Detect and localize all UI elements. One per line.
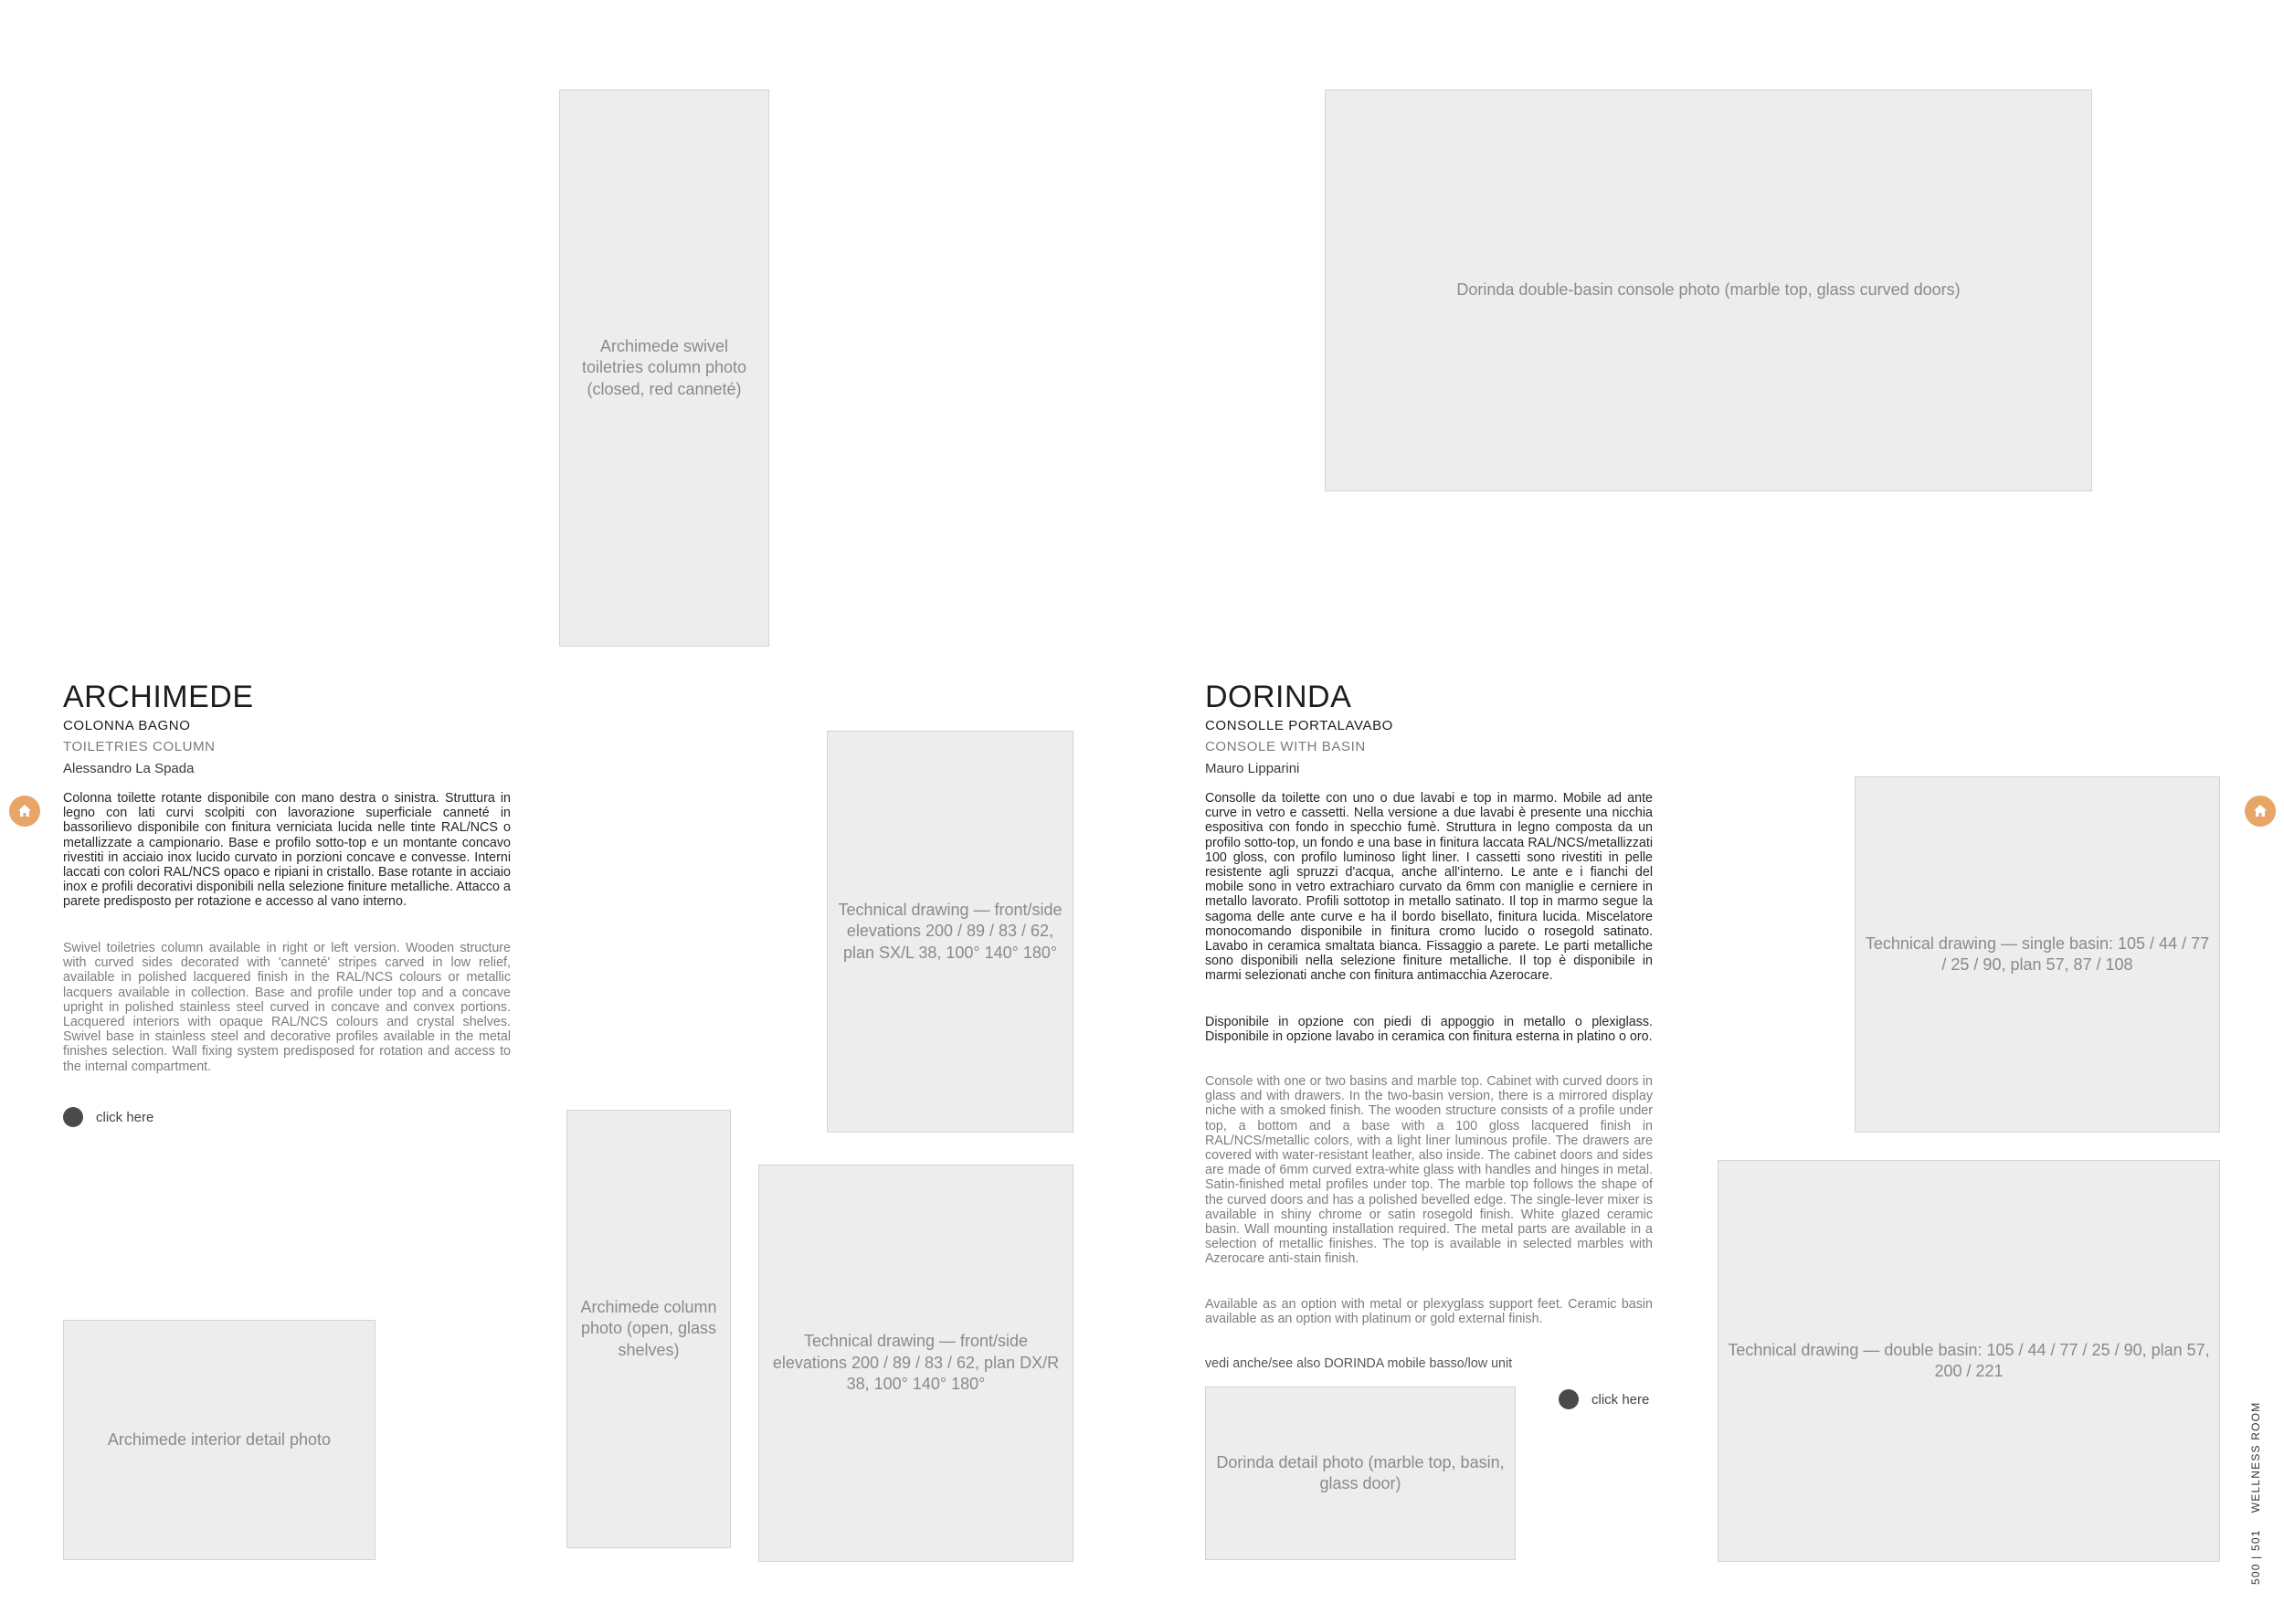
archimede-column-open-photo: Archimede column photo (open, glass shelves) [566,1110,731,1548]
description-english: Console with one or two basins and marble top. Cabinet with curved doors in glass and with drawers. In the two-basin version, there is a mirrored display niche with a smoked finish. The wooden structure consists of a profile under top, a bottom and a base with a 100 gloss lacquered finish in RAL/NCS/metallic colors, with a light liner luminous profile. The drawers are covered with water-resistant leather, also inside. The cabinet doors and sides are made of 6mm curved extra-white glass with handles and hinges in metal. Satin-finished metal profiles under top. The marble top follows the shape of the curved doors and has a polished bevelled edge. The single-lever mixer is available in shiny chrome or satin rosegold finish. White glazed ceramic basin. Wall mounting installation required. The metal parts are available in a selection of metallic finishes. The top is available in selected marbles with Azerocare anti-stain finish. [1205,1074,1653,1267]
archimede-technical-drawing-top: Technical drawing — front/side elevations 200 / 89 / 83 / 62, plan SX/L 38, 100° 140° 180° [827,731,1073,1133]
description-italian: Consolle da toilette con uno o due lavabi e top in marmo. Mobile ad ante curve in vetro e cassetti. Nella versione a due lavabi è presente una nicchia espositiva con fondo in specchio fumè. Struttura in legno composta da un profilo sotto-top, un fondo e una base in finitura laccata RAL/NCS/metallizzati 100 gloss, con profilo luminoso light liner. I cassetti sono rivestiti in pelle resistente agli spruzzi d'acqua, anche all'interno. Le ante e i fianchi del mobile sono in vetro extrachiaro curvato da 6mm con maniglie e cerniere in metallo lavorato. Profili sottotop in metallo satinato. Il top in marmo segue la sagoma delle ante curve e ha il bordo bisellato, finitura lucida. Miscelatore monocomando disponibile in finitura cromo lucido o rosegold satinato. Lavabo in ceramica smaltata bianca. Fissaggio a parete. Le parti metalliche sono disponibili nella selezione finiture metalliche. Il top è disponibile in marmi selezionati anche con finitura antimacchia Azerocare. [1205,791,1653,984]
description-english: Swivel toiletries column available in right or left version. Wooden structure with curved sides decorated with 'canneté' stripes carved in low relief, available in polished lacquered finish in the RAL/NCS colours or metallic lacquers available in collection. Base and profile under top and a concave upright in polished stainless steel curved in concave and convex portions. Lacquered interiors with opaque RAL/NCS colours and crystal shelves. Swivel base in stainless steel and decorative profiles available in the metal finishes selection. Wall fixing system predisposed for rotation and access to the internal compartment. [63,941,511,1074]
dorinda-technical-drawing-single: Technical drawing — single basin: 105 / 44 / 77 / 25 / 90, plan 57, 87 / 108 [1855,776,2220,1133]
product-subtitle-it: CONSOLLE PORTALAVABO [1205,718,1393,733]
home-icon [2251,802,2269,820]
click-here-label: click here [1591,1391,1650,1408]
product-subtitle-en: CONSOLE WITH BASIN [1205,739,1366,754]
archimede-column-photo: Archimede swivel toiletries column photo (closed, red canneté) [559,90,769,647]
product-title-archimede: ARCHIMEDE [63,680,254,714]
dorinda-technical-drawing-double: Technical drawing — double basin: 105 / 44 / 77 / 25 / 90, plan 57, 200 / 221 [1718,1160,2220,1562]
page-footer [2249,1402,2262,1585]
designer-name: Mauro Lipparini [1205,761,1300,776]
click-here-link[interactable] [1559,1389,1649,1409]
product-subtitle-it: COLONNA BAGNO [63,718,191,733]
see-also-text: vedi anche/see also DORINDA mobile basso/low unit [1205,1356,1513,1371]
page-numbers: 500 | 501 [2249,1529,2262,1585]
click-here-label: click here [96,1109,154,1125]
link-dot-icon [1559,1389,1579,1409]
product-title-dorinda: DORINDA [1205,680,1352,714]
home-button-right[interactable] [2245,796,2276,827]
click-here-link[interactable] [63,1107,153,1127]
designer-name: Alessandro La Spada [63,761,195,776]
archimede-detail-photo: Archimede interior detail photo [63,1320,375,1560]
description-italian: Colonna toilette rotante disponibile con mano destra o sinistra. Struttura in legno con lati curvi scolpiti con lavorazione superficiale canneté in bassorilievo disponibile con finitura verniciata lucida nelle tinte RAL/NCS o metallizzate a campionario. Base e profilo sotto-top e un montante concavo rivestiti in acciaio inox lucido curvato in porzioni concave e convesse. Interni laccati con colori RAL/NCS opaco e ripiani in cristallo. Base rotante in acciaio inox e profili decorativi disponibili nella selezione finiture metalliche. Attacco a parete predisposto per rotazione e accesso al vano interno. [63,791,511,910]
dorinda-console-photo: Dorinda double-basin console photo (marble top, glass curved doors) [1325,90,2092,491]
home-button-left[interactable] [9,796,40,827]
link-dot-icon [63,1107,83,1127]
home-icon [16,802,34,820]
description-english-options: Available as an option with metal or plexyglass support feet. Ceramic basin available as an option with platinum or gold external finish. [1205,1297,1653,1327]
section-name: WELLNESS ROOM [2249,1401,2262,1513]
dorinda-detail-photo: Dorinda detail photo (marble top, basin, glass door) [1205,1387,1516,1560]
description-italian-options: Disponibile in opzione con piedi di appoggio in metallo o plexiglass. Disponibile in opzione lavabo in ceramica con finitura esterna in platino o oro. [1205,1015,1653,1045]
product-subtitle-en: TOILETRIES COLUMN [63,739,216,754]
archimede-technical-drawing-bottom: Technical drawing — front/side elevations 200 / 89 / 83 / 62, plan DX/R 38, 100° 140° 180° [758,1165,1073,1562]
